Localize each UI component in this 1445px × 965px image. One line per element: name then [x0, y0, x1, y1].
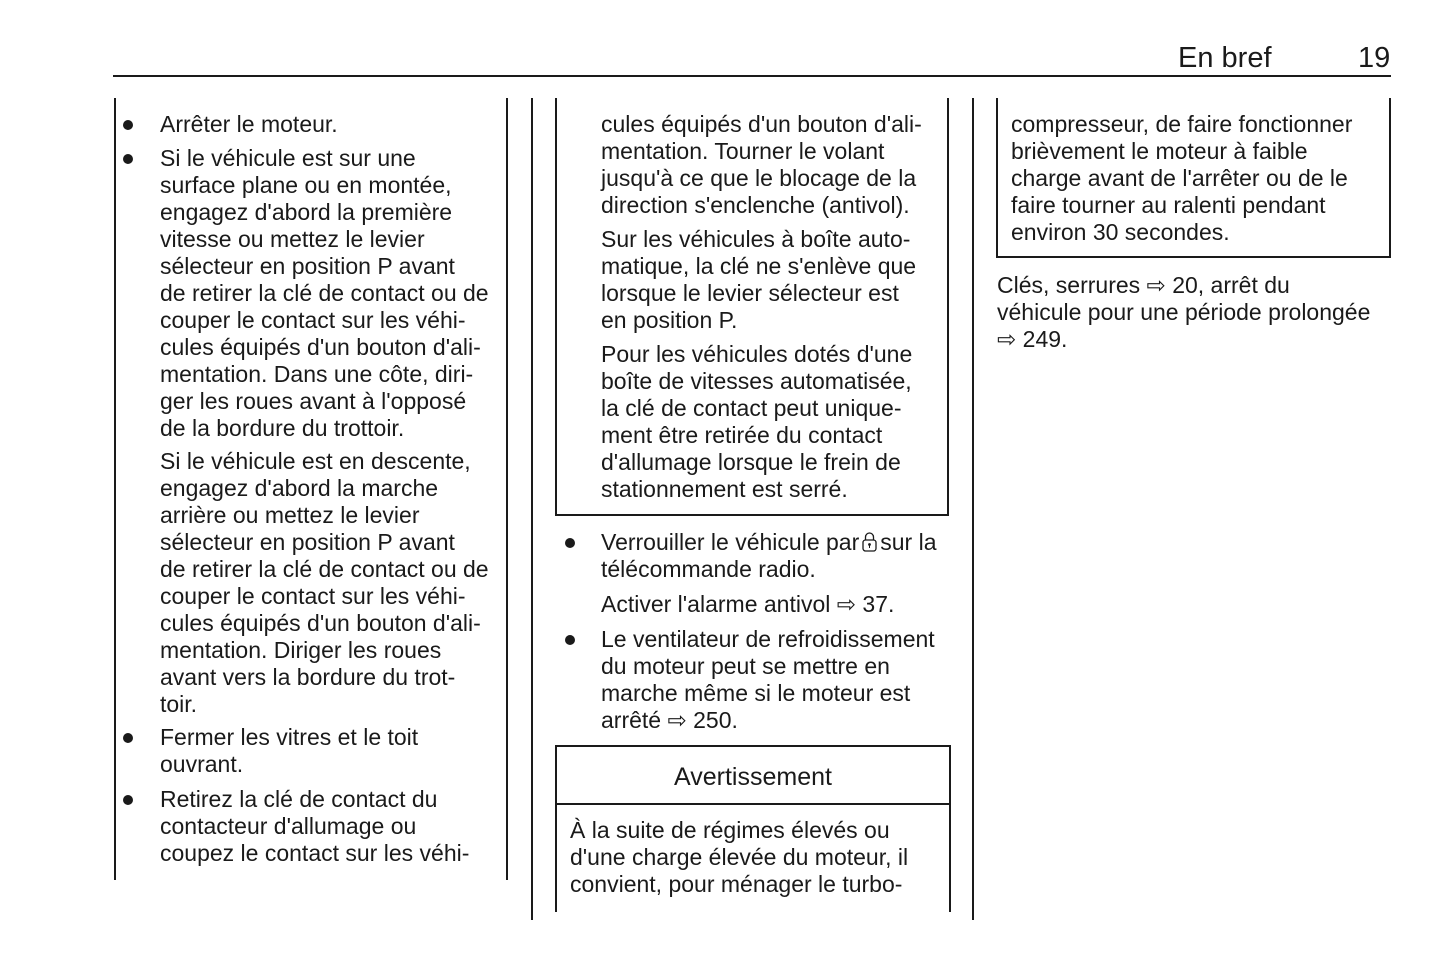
bullet-icon: [565, 538, 575, 548]
col1-right-border: [506, 98, 508, 880]
text-line: brièvement le moteur à faible: [1011, 138, 1308, 164]
paragraph: [601, 226, 916, 334]
text-line: Fermer les vitres et le toit: [160, 724, 419, 750]
text: télécommande radio.: [601, 556, 816, 582]
text-line: du moteur peut se mettre en: [601, 653, 890, 679]
text-line: cules équipés d'un bouton d'ali-: [160, 334, 481, 360]
text-line: avant vers la bordure du trot-: [160, 664, 456, 690]
paragraph: [601, 591, 894, 618]
text-line: lorsque le levier sélecteur est: [601, 280, 899, 306]
text-line: de retirer la clé de contact ou de: [160, 556, 489, 582]
text-line: Si le véhicule est en descente,: [160, 448, 471, 474]
text-line: vitesse ou mettez le levier: [160, 226, 425, 252]
text-line: sélecteur en position P avant: [160, 253, 455, 279]
text-line: environ 30 secondes.: [1011, 219, 1230, 245]
text-line: cules équipés d'un bouton d'ali-: [601, 111, 922, 137]
text-line: contacteur d'allumage ou: [160, 813, 417, 839]
text-line: la clé de contact peut unique-: [601, 395, 902, 421]
text-line: arrière ou mettez le levier: [160, 502, 420, 528]
text-line: coupez le contact sur les véhi-: [160, 840, 470, 866]
list-item: [601, 529, 937, 583]
bullet-icon: [123, 733, 133, 743]
text-line: d'allumage lorsque le frein de: [601, 449, 901, 475]
warning-divider: [555, 803, 949, 805]
text-line: de la bordure du trottoir.: [160, 415, 405, 441]
text-line: Pour les véhicules dotés d'une: [601, 341, 913, 367]
text-line: faire tourner au ralenti pendant: [1011, 192, 1326, 218]
col3-box-left: [996, 98, 998, 258]
col3-box-bottom: [996, 256, 1391, 258]
text-line: Clés, serrures ⇨ 20, arrêt du: [997, 272, 1290, 298]
text-line: cules équipés d'un bouton d'ali-: [160, 610, 481, 636]
bullet-icon: [123, 120, 133, 130]
text-line: sélecteur en position P avant: [160, 529, 455, 555]
text-line: compresseur, de faire fonctionner: [1011, 111, 1353, 137]
col3-rule: [972, 98, 974, 920]
text-line: ger les roues avant à l'opposé: [160, 388, 467, 414]
text-line: toir.: [160, 691, 198, 717]
bullet-icon: [123, 795, 133, 805]
text-line: engagez d'abord la marche: [160, 475, 439, 501]
text-line: mentation. Diriger les roues: [160, 637, 442, 663]
list-item: [601, 626, 935, 734]
text-line: boîte de vitesses automatisée,: [601, 368, 912, 394]
text-line: couper le contact sur les véhi-: [160, 583, 466, 609]
text: sur la: [880, 529, 937, 555]
text-line: À la suite de régimes élevés ou: [570, 817, 890, 843]
text-line: véhicule pour une période prolongée: [997, 299, 1371, 325]
text-line: ⇨ 249.: [997, 326, 1068, 352]
text-line: ouvrant.: [160, 751, 244, 777]
paragraph: [160, 448, 489, 718]
list-item: [160, 786, 469, 867]
text-line: Retirez la clé de contact du: [160, 786, 438, 812]
text: Verrouiller le véhicule par: [601, 529, 860, 555]
bullet-icon: [565, 635, 575, 645]
text-line: marche même si le moteur est: [601, 680, 911, 706]
col2-box-bottom: [555, 514, 949, 516]
cross-references: [997, 272, 1370, 353]
warning-title: Avertissement: [674, 763, 832, 791]
text-line: Arrêter le moteur.: [160, 111, 338, 137]
text-line: ment être retirée du contact: [601, 422, 883, 448]
header-rule: [113, 75, 1391, 77]
text-line: matique, la clé ne s'enlève que: [601, 253, 917, 279]
col2-box-right: [947, 98, 949, 516]
text-line: mentation. Tourner le volant: [601, 138, 885, 164]
paragraph: [1011, 111, 1352, 246]
text-line: arrêté ⇨ 250.: [601, 707, 738, 733]
text-line: convient, pour ménager le turbo-: [570, 871, 903, 897]
text-line: Activer l'alarme antivol ⇨ 37.: [601, 591, 895, 617]
bullet-icon: [123, 154, 133, 164]
text-line: engagez d'abord la première: [160, 199, 453, 225]
page-number: 19: [1358, 42, 1391, 74]
text-line: mentation. Dans une côte, diri-: [160, 361, 474, 387]
text-line: Le ventilateur de refroidissement: [601, 626, 935, 652]
warning-body: [570, 817, 908, 898]
text-line: charge avant de l'arrêter ou de le: [1011, 165, 1348, 191]
list-item: [160, 145, 489, 442]
col2-box-left: [555, 98, 557, 516]
text-line: d'une charge élevée du moteur, il: [570, 844, 909, 870]
list-item: [160, 111, 338, 138]
col3-box-right: [1389, 98, 1391, 258]
text-line: couper le contact sur les véhi-: [160, 307, 466, 333]
col2-rule: [531, 98, 533, 920]
section-title: En bref: [1178, 42, 1272, 74]
text-line: en position P.: [601, 307, 738, 333]
list-item: [160, 724, 418, 778]
text-line: de retirer la clé de contact ou de: [160, 280, 489, 306]
lock-icon: [862, 531, 877, 558]
text-line: jusqu'à ce que le blocage de la: [601, 165, 917, 191]
text-line: Sur les véhicules à boîte auto-: [601, 226, 911, 252]
text-line: stationnement est serré.: [601, 476, 848, 502]
col1-left-border: [114, 98, 116, 880]
text-line: surface plane ou en montée,: [160, 172, 452, 198]
paragraph: [601, 111, 922, 219]
text-line: direction s'enclenche (antivol).: [601, 192, 910, 218]
paragraph: [601, 341, 912, 503]
text-line: Si le véhicule est sur une: [160, 145, 416, 171]
